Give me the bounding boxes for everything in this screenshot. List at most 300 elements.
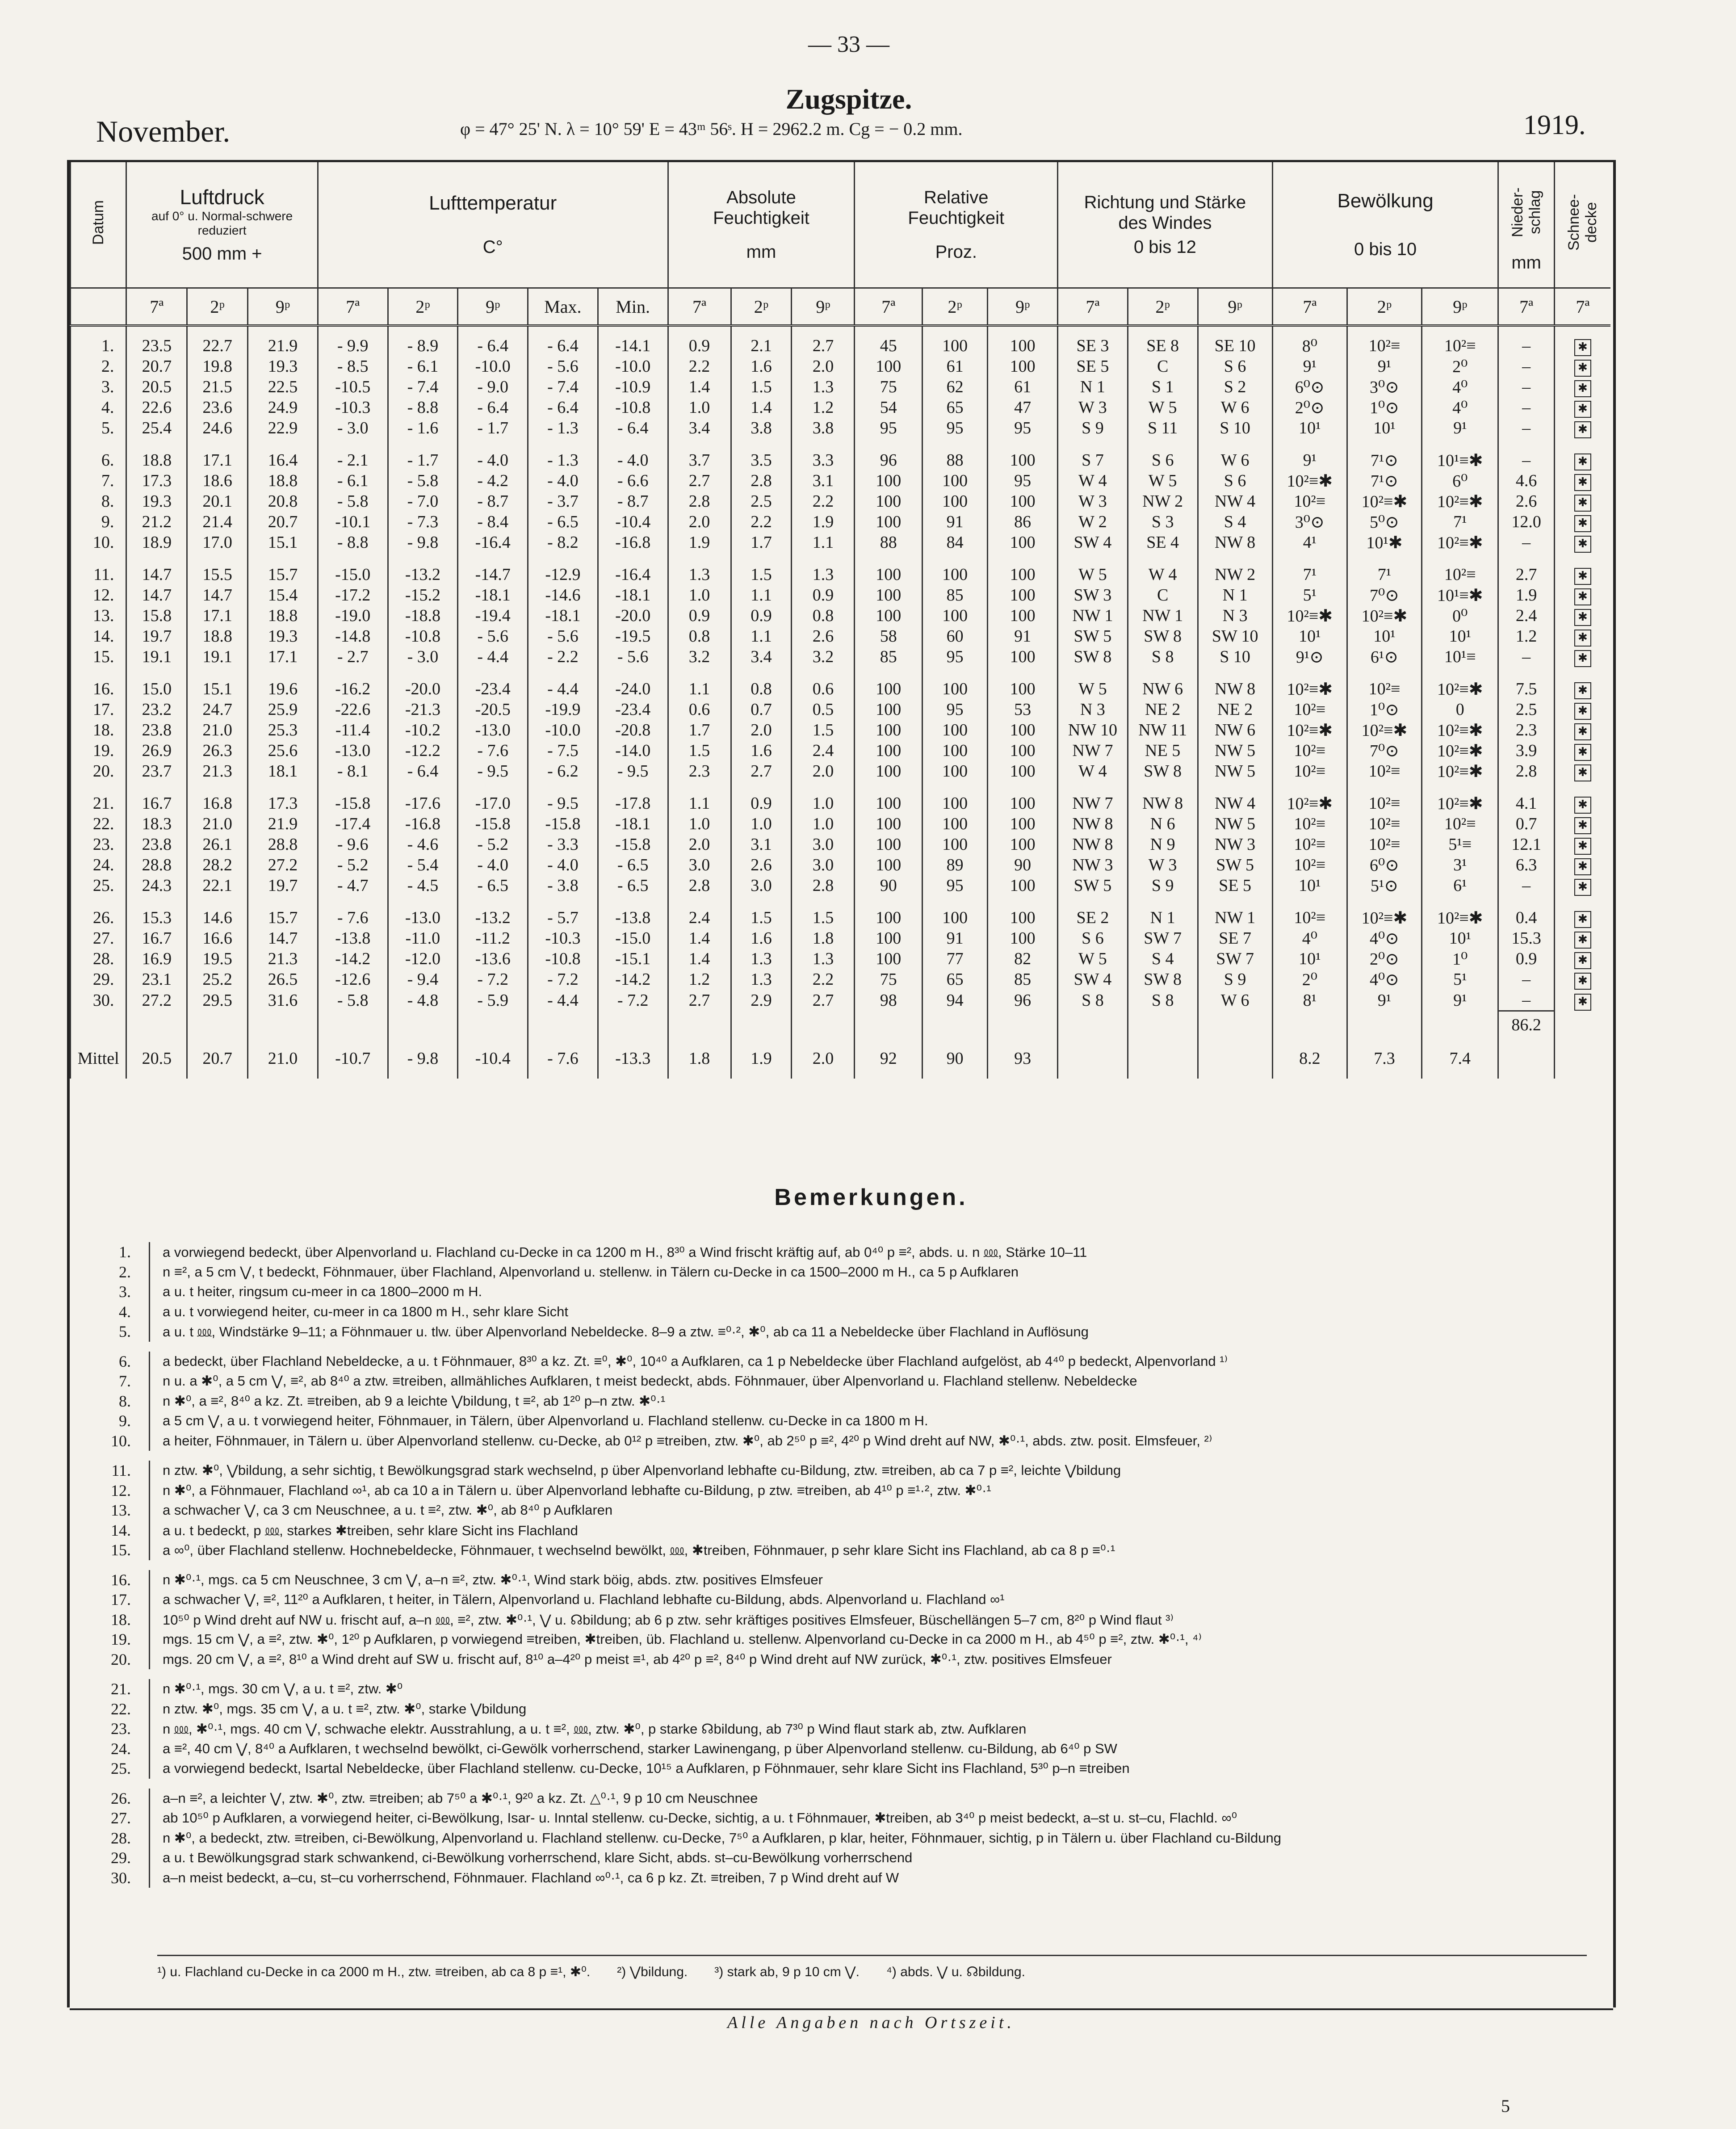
table-cell: 100 <box>855 585 923 605</box>
table-cell: -10.3 <box>528 928 598 949</box>
table-cell: -18.1 <box>458 585 528 605</box>
table-cell: S 4 <box>1128 949 1198 969</box>
table-cell: 93 <box>988 1038 1058 1079</box>
snow-cover-icon: ✱ <box>1574 454 1591 470</box>
snow-cover-icon: ✱ <box>1574 515 1591 532</box>
table-cell: -10.0 <box>598 356 668 377</box>
table-cell: Mittel <box>71 1038 126 1079</box>
table-cell: S 7 <box>1058 450 1128 470</box>
table-cell: - 6.5 <box>598 875 668 896</box>
table-cell: - 9.5 <box>528 793 598 814</box>
table-cell: 100 <box>855 491 923 512</box>
table-cell: - 4.8 <box>388 990 458 1011</box>
table-cell: -17.8 <box>598 793 668 814</box>
table-cell: NW 4 <box>1198 793 1272 814</box>
table-cell: -22.6 <box>318 699 388 720</box>
table-cell: SE 10 <box>1198 326 1272 357</box>
table-cell: 9¹ <box>1272 450 1347 470</box>
table-cell: 12. <box>71 585 126 605</box>
table-cell: 10²≡✱ <box>1422 761 1498 781</box>
table-cell: -12.6 <box>318 969 388 990</box>
table-cell: - 7.4 <box>528 377 598 397</box>
table-cell: - 5.6 <box>528 356 598 377</box>
table-cell: NE 2 <box>1198 699 1272 720</box>
table-cell: NE 2 <box>1128 699 1198 720</box>
remark-text: a–n meist bedeckt, a–cu, st–cu vorherrschend, Föhnmauer. Flachland ∞⁰·¹, ca 6 p kz. Zt. ≡treiben, 7 p Wind dreht auf W <box>163 1869 899 1885</box>
table-cell: - 8.8 <box>388 397 458 418</box>
remark-day: 3. <box>70 1282 150 1302</box>
snow-cover-icon: ✱ <box>1574 401 1591 418</box>
table-cell: 0.6 <box>668 699 731 720</box>
table-row <box>71 834 1611 855</box>
table-cell: 100 <box>923 564 988 585</box>
table-cell: C <box>1128 585 1198 605</box>
table-cell: 2⁰⊙ <box>1347 949 1422 969</box>
table-cell: 28. <box>71 949 126 969</box>
remark-day: 20. <box>70 1650 150 1670</box>
subheader-cell: 7ª <box>855 288 923 326</box>
table-cell: 1.0 <box>668 814 731 834</box>
table-cell: 1.4 <box>731 397 792 418</box>
table-cell: 27.2 <box>126 990 187 1011</box>
table-cell: 6⁰⊙ <box>1272 377 1347 397</box>
table-cell: SW 5 <box>1058 875 1128 896</box>
remark-day: 30. <box>70 1868 150 1888</box>
table-cell: - 8.2 <box>528 532 598 553</box>
table-cell: NE 5 <box>1128 740 1198 761</box>
table-cell: -18.1 <box>598 585 668 605</box>
table-cell: 19.5 <box>187 949 248 969</box>
table-cell: 10²≡✱ <box>1272 470 1347 491</box>
remark-row <box>70 1679 1610 1699</box>
snow-cover-icon: ✱ <box>1574 911 1591 928</box>
table-cell <box>1554 585 1610 605</box>
table-cell: 53 <box>988 699 1058 720</box>
table-cell: 22.6 <box>126 397 187 418</box>
table-cell: 1.9 <box>668 532 731 553</box>
table-cell: 2.8 <box>668 491 731 512</box>
snow-cover-icon: ✱ <box>1574 973 1591 990</box>
table-cell <box>1554 532 1610 553</box>
year-label: 1919. <box>1523 110 1586 140</box>
rel-feucht-header: Relative Feuchtigkeit Proz. <box>855 162 1058 288</box>
table-cell: -16.4 <box>598 564 668 585</box>
table-cell: -19.4 <box>458 605 528 626</box>
table-cell: 1.8 <box>668 1038 731 1079</box>
table-cell: - 5.2 <box>458 834 528 855</box>
table-cell: - 4.0 <box>598 450 668 470</box>
table-cell: NW 8 <box>1198 532 1272 553</box>
table-cell: S 1 <box>1128 377 1198 397</box>
table-cell: 1.3 <box>731 949 792 969</box>
table-cell: 65 <box>923 397 988 418</box>
subheader-cell: Min. <box>598 288 668 326</box>
table-cell: S 9 <box>1128 875 1198 896</box>
table-cell: -15.8 <box>318 793 388 814</box>
table-cell: 100 <box>988 740 1058 761</box>
table-cell: 2.0 <box>668 834 731 855</box>
table-cell: S 10 <box>1198 647 1272 667</box>
table-cell: NW 5 <box>1198 814 1272 834</box>
table-row <box>71 377 1611 397</box>
table-cell: - 4.5 <box>388 875 458 896</box>
remark-text: a u. t bedeckt, p ⅏, starkes ✱treiben, sehr klare Sicht ins Flachland <box>163 1522 578 1538</box>
table-cell: 15.1 <box>187 679 248 699</box>
table-row <box>71 585 1611 605</box>
table-cell: NW 7 <box>1058 740 1128 761</box>
table-cell: 25.3 <box>248 720 318 740</box>
table-cell: - 1.3 <box>528 418 598 438</box>
table-cell: - 6.1 <box>318 470 388 491</box>
table-cell: 0.6 <box>792 679 855 699</box>
table-cell: 100 <box>855 761 923 781</box>
table-cell: 1.6 <box>731 740 792 761</box>
table-cell: SW 8 <box>1128 761 1198 781</box>
table-cell <box>1198 1038 1272 1079</box>
table-cell: 9¹ <box>1422 418 1498 438</box>
table-cell: 1.5 <box>792 720 855 740</box>
table-cell: 0.9 <box>731 793 792 814</box>
table-cell: -10.4 <box>598 512 668 532</box>
remark-day: 14. <box>70 1520 150 1541</box>
table-cell: -20.8 <box>598 720 668 740</box>
schneedecke-header: Schnee-decke <box>1554 162 1610 288</box>
table-cell: -10.0 <box>528 720 598 740</box>
subheader-cell: 2ᵖ <box>1128 288 1198 326</box>
table-cell: 89 <box>923 855 988 875</box>
table-cell: 10²≡ <box>1272 699 1347 720</box>
snow-cover-icon: ✱ <box>1574 568 1591 585</box>
table-cell: SE 5 <box>1198 875 1272 896</box>
table-cell: 5¹ <box>1272 585 1347 605</box>
table-cell: W 5 <box>1058 564 1128 585</box>
table-cell: 1.9 <box>731 1038 792 1079</box>
table-cell: 10¹≡✱ <box>1422 450 1498 470</box>
table-cell: 2.0 <box>792 1038 855 1079</box>
table-cell: 0.9 <box>1498 949 1554 969</box>
table-cell: 8. <box>71 491 126 512</box>
table-cell: 13. <box>71 605 126 626</box>
table-cell: 10²≡ <box>1272 814 1347 834</box>
table-cell: 21.4 <box>187 512 248 532</box>
subheader-cell: 7ª <box>1498 288 1554 326</box>
page-number: — 33 — <box>808 32 889 57</box>
table-cell: W 4 <box>1128 564 1198 585</box>
table-cell: 1.0 <box>668 585 731 605</box>
table-cell: 100 <box>988 761 1058 781</box>
footnote-4: ⁴) abds. ⋁ u. ☊bildung. <box>886 1965 1025 1979</box>
table-cell: SW 5 <box>1198 855 1272 875</box>
table-cell: 10¹≡✱ <box>1422 585 1498 605</box>
row-spacer <box>71 438 1611 450</box>
table-cell: 27. <box>71 928 126 949</box>
table-cell: 16.4 <box>248 450 318 470</box>
table-cell: N 1 <box>1198 585 1272 605</box>
table-cell: 10²≡ <box>1347 761 1422 781</box>
remark-text: n ztw. ✱⁰, ⋁bildung, a sehr sichtig, t Bewölkungsgrad stark wechselnd, p über Alpenvorland lebhafte cu-Bildung, ztw. ≡treiben, ab ca 7 p ≡², leichte ⋁bildung <box>163 1462 1121 1478</box>
table-cell: 21.9 <box>248 814 318 834</box>
table-cell: 10²≡✱ <box>1422 491 1498 512</box>
table-cell: - 9.8 <box>388 1038 458 1079</box>
remark-text: mgs. 15 cm ⋁, a ≡², ztw. ✱⁰, 1²⁰ p Aufklaren, p vorwiegend ≡treiben, ✱treiben, üb. Flachland u. stellenw. Alpenvorland cu-Decke in ca 2000 m H., ab 4⁵⁰ p ≡², ztw. ✱⁰·¹, ⁴⁾ <box>163 1631 1202 1647</box>
table-cell: S 10 <box>1198 418 1272 438</box>
table-row <box>71 761 1611 781</box>
table-cell: 14.7 <box>126 564 187 585</box>
mean-row <box>71 1038 1611 1079</box>
remark-text: 10⁵⁰ p Wind dreht auf NW u. frischt auf, a–n ⅏, ≡², ztw. ✱⁰·¹, ⋁ u. ☊bildung; ab 6 p ztw. sehr kräftiges positives Elmsfeuer, Büschellängen 5–7 cm, 8²⁰ p Wind flaut ³⁾ <box>163 1612 1174 1628</box>
table-cell: 2.9 <box>731 990 792 1011</box>
table-cell <box>1554 626 1610 647</box>
table-cell: SW 3 <box>1058 585 1128 605</box>
table-cell: 95 <box>923 699 988 720</box>
table-cell: -13.8 <box>318 928 388 949</box>
table-cell: 91 <box>988 626 1058 647</box>
table-cell: 3.2 <box>668 647 731 667</box>
remark-day: 10. <box>70 1431 150 1451</box>
table-cell: 3.9 <box>1498 740 1554 761</box>
table-cell: 17. <box>71 699 126 720</box>
table-cell: 77 <box>923 949 988 969</box>
table-row <box>71 450 1611 470</box>
table-cell: 21. <box>71 793 126 814</box>
table-row <box>71 814 1611 834</box>
table-cell: -11.2 <box>458 928 528 949</box>
remark-day: 17. <box>70 1590 150 1610</box>
table-cell: 16.9 <box>126 949 187 969</box>
table-cell: -19.0 <box>318 605 388 626</box>
table-row <box>71 679 1611 699</box>
table-cell: - 1.7 <box>458 418 528 438</box>
table-cell: - 4.7 <box>318 875 388 896</box>
table-cell: 100 <box>923 491 988 512</box>
table-row <box>71 397 1611 418</box>
luftdruck-header: Luftdruck auf 0° u. Normal-schwere reduziert 500 mm + <box>126 162 318 288</box>
table-cell: 17.3 <box>126 470 187 491</box>
table-cell: 100 <box>855 907 923 928</box>
table-cell: 100 <box>923 907 988 928</box>
remark-row <box>70 1540 1610 1560</box>
table-cell: 3.0 <box>792 855 855 875</box>
table-cell: -19.9 <box>528 699 598 720</box>
remark-day: 25. <box>70 1759 150 1779</box>
table-cell: 2⁰ <box>1422 356 1498 377</box>
table-cell: - 4.2 <box>458 470 528 491</box>
table-cell: 20.1 <box>187 491 248 512</box>
remark-day: 27. <box>70 1808 150 1828</box>
table-cell <box>1554 855 1610 875</box>
table-cell: 14.7 <box>248 928 318 949</box>
table-cell: W 3 <box>1058 397 1128 418</box>
table-cell: 10²≡✱ <box>1422 679 1498 699</box>
table-cell: 100 <box>988 450 1058 470</box>
table-cell: - 3.7 <box>528 491 598 512</box>
bewoelkung-header: Bewölkung 0 bis 10 <box>1272 162 1498 288</box>
table-cell: 100 <box>988 585 1058 605</box>
table-cell: -11.4 <box>318 720 388 740</box>
table-cell: 23.6 <box>187 397 248 418</box>
snow-cover-icon: ✱ <box>1574 817 1591 834</box>
table-cell: 25.9 <box>248 699 318 720</box>
table-cell: 1⁰ <box>1422 949 1498 969</box>
remark-row <box>70 1262 1610 1282</box>
niederschlag-header: Nieder-schlag mm <box>1498 162 1554 288</box>
observation-table <box>70 162 1610 1079</box>
table-cell: 1.2 <box>792 397 855 418</box>
table-cell: 100 <box>988 356 1058 377</box>
table-cell: NW 10 <box>1058 720 1128 740</box>
remark-row <box>70 1520 1610 1541</box>
table-cell: 92 <box>855 1038 923 1079</box>
table-cell <box>1554 377 1610 397</box>
table-cell: 9¹ <box>1272 356 1347 377</box>
table-cell: - 6.5 <box>598 855 668 875</box>
remark-row <box>70 1650 1610 1670</box>
snow-cover-icon: ✱ <box>1574 360 1591 377</box>
table-cell: 100 <box>923 834 988 855</box>
table-cell: 1.7 <box>731 532 792 553</box>
table-cell: 10²≡ <box>1347 814 1422 834</box>
table-cell: 16.7 <box>126 793 187 814</box>
abs-feucht-header: Absolute Feuchtigkeit mm <box>668 162 855 288</box>
table-cell: 100 <box>923 605 988 626</box>
snow-cover-icon: ✱ <box>1574 495 1591 512</box>
table-cell: 3.0 <box>731 875 792 896</box>
table-cell: 95 <box>923 875 988 896</box>
table-cell <box>1554 875 1610 896</box>
table-cell: 100 <box>988 875 1058 896</box>
table-cell: N 3 <box>1058 699 1128 720</box>
table-cell: 1.1 <box>731 585 792 605</box>
table-cell: -23.4 <box>458 679 528 699</box>
table-cell: 7.4 <box>1422 1038 1498 1079</box>
table-cell: -14.1 <box>598 326 668 357</box>
table-cell: 8⁰ <box>1272 326 1347 357</box>
table-cell: 22.5 <box>248 377 318 397</box>
table-cell: 21.9 <box>248 326 318 357</box>
table-cell: 19.1 <box>187 647 248 667</box>
table-cell: - 6.4 <box>458 326 528 357</box>
table-cell: 18.8 <box>126 450 187 470</box>
datum-header: Datum <box>71 162 126 288</box>
table-cell: 7⁰⊙ <box>1347 585 1422 605</box>
table-cell: 100 <box>855 679 923 699</box>
table-cell: - 2.2 <box>528 647 598 667</box>
remark-text: a–n ≡², a leichter ⋁, ztw. ✱⁰, ztw. ≡treiben; ab 7⁵⁰ a ✱⁰·¹, 9²⁰ a kz. Zt. △⁰·¹, 9 p 10 cm Neuschnee <box>163 1790 758 1806</box>
subheader-cell: 2ᵖ <box>923 288 988 326</box>
remark-row <box>70 1848 1610 1868</box>
table-cell: -18.1 <box>598 814 668 834</box>
table-cell: 1.4 <box>668 928 731 949</box>
remark-row <box>70 1461 1610 1481</box>
table-cell: 100 <box>988 532 1058 553</box>
table-row <box>71 969 1611 990</box>
table-cell: 75 <box>855 969 923 990</box>
table-cell: 0.9 <box>668 326 731 357</box>
table-cell: -10.2 <box>388 720 458 740</box>
table-cell: - 5.6 <box>458 626 528 647</box>
table-cell: – <box>1498 418 1554 438</box>
remark-text: a ∞⁰, über Flachland stellenw. Hochnebeldecke, Föhnmauer, t wechselnd bewölkt, ⅏, ✱treiben, Föhnmauer, p sehr klare Sicht ins Flachland, ab ca 8 p ≡⁰·¹ <box>163 1542 1115 1558</box>
table-cell: – <box>1498 875 1554 896</box>
table-cell: 100 <box>855 720 923 740</box>
subheader-cell: 9ᵖ <box>988 288 1058 326</box>
table-cell: 0.5 <box>792 699 855 720</box>
table-cell: - 5.6 <box>528 626 598 647</box>
table-row <box>71 418 1611 438</box>
table-cell: NW 1 <box>1198 907 1272 928</box>
table-cell: SW 7 <box>1128 928 1198 949</box>
table-cell: 1.3 <box>792 949 855 969</box>
table-cell: S 3 <box>1128 512 1198 532</box>
table-cell: 1.1 <box>668 793 731 814</box>
subheader-cell: 7ª <box>318 288 388 326</box>
table-cell: S 8 <box>1128 647 1198 667</box>
table-cell: 12.1 <box>1498 834 1554 855</box>
table-cell: - 4.0 <box>528 470 598 491</box>
table-cell: - 9.9 <box>318 326 388 357</box>
table-cell: - 6.4 <box>388 761 458 781</box>
subheader-cell: 7ª <box>126 288 187 326</box>
remark-text: n ✱⁰, a ≡², 8⁴⁰ a kz. Zt. ≡treiben, ab 9 a leichte ⋁bildung, t ≡², ab 1²⁰ p–n ztw. ✱⁰·¹ <box>163 1393 666 1409</box>
table-cell: 1⁰⊙ <box>1347 699 1422 720</box>
table-cell: 3.4 <box>668 418 731 438</box>
remark-text: a heiter, Föhnmauer, in Tälern u. über Alpenvorland stellenw. cu-Decke, ab 0¹² p ≡treiben, ztw. ✱⁰, ab 2⁵⁰ p ≡², 4²⁰ p Wind dreht auf NW, ✱⁰·¹, abds. ztw. posit. Elmsfeuer, ²⁾ <box>163 1432 1212 1449</box>
table-cell: 100 <box>988 834 1058 855</box>
table-cell: 9. <box>71 512 126 532</box>
table-cell: 5. <box>71 418 126 438</box>
table-cell: 26.5 <box>248 969 318 990</box>
table-row <box>71 491 1611 512</box>
table-cell: -10.8 <box>528 949 598 969</box>
snow-cover-icon: ✱ <box>1574 339 1591 356</box>
table-cell: 88 <box>855 532 923 553</box>
table-cell: - 8.8 <box>318 532 388 553</box>
table-cell: 1.3 <box>731 969 792 990</box>
table-cell: 1.2 <box>668 969 731 990</box>
table-cell <box>1554 605 1610 626</box>
table-cell: -15.8 <box>458 814 528 834</box>
table-cell: 19.3 <box>248 626 318 647</box>
table-cell: 22. <box>71 814 126 834</box>
remark-day: 5. <box>70 1322 150 1342</box>
table-cell: - 5.7 <box>528 907 598 928</box>
table-cell: 8¹ <box>1272 990 1347 1011</box>
table-cell: 26.1 <box>187 834 248 855</box>
remark-row <box>70 1302 1610 1322</box>
table-cell: 2.2 <box>792 969 855 990</box>
table-cell: 10¹ <box>1422 928 1498 949</box>
table-cell: - 6.4 <box>528 397 598 418</box>
table-cell: SW 4 <box>1058 532 1128 553</box>
table-cell <box>1554 647 1610 667</box>
table-cell: 21.0 <box>187 814 248 834</box>
table-cell: NW 6 <box>1198 720 1272 740</box>
table-cell: 65 <box>923 969 988 990</box>
table-cell: -14.6 <box>528 585 598 605</box>
snow-cover-icon: ✱ <box>1574 744 1591 761</box>
table-cell: W 6 <box>1198 990 1272 1011</box>
table-cell: 20. <box>71 761 126 781</box>
table-cell: -13.0 <box>388 907 458 928</box>
table-cell: 2.3 <box>1498 720 1554 740</box>
table-row <box>71 855 1611 875</box>
table-cell: 95 <box>988 418 1058 438</box>
table-cell: 23. <box>71 834 126 855</box>
table-cell <box>1554 834 1610 855</box>
table-cell: - 6.5 <box>458 875 528 896</box>
remark-row <box>70 1699 1610 1719</box>
table-cell <box>1554 326 1610 357</box>
